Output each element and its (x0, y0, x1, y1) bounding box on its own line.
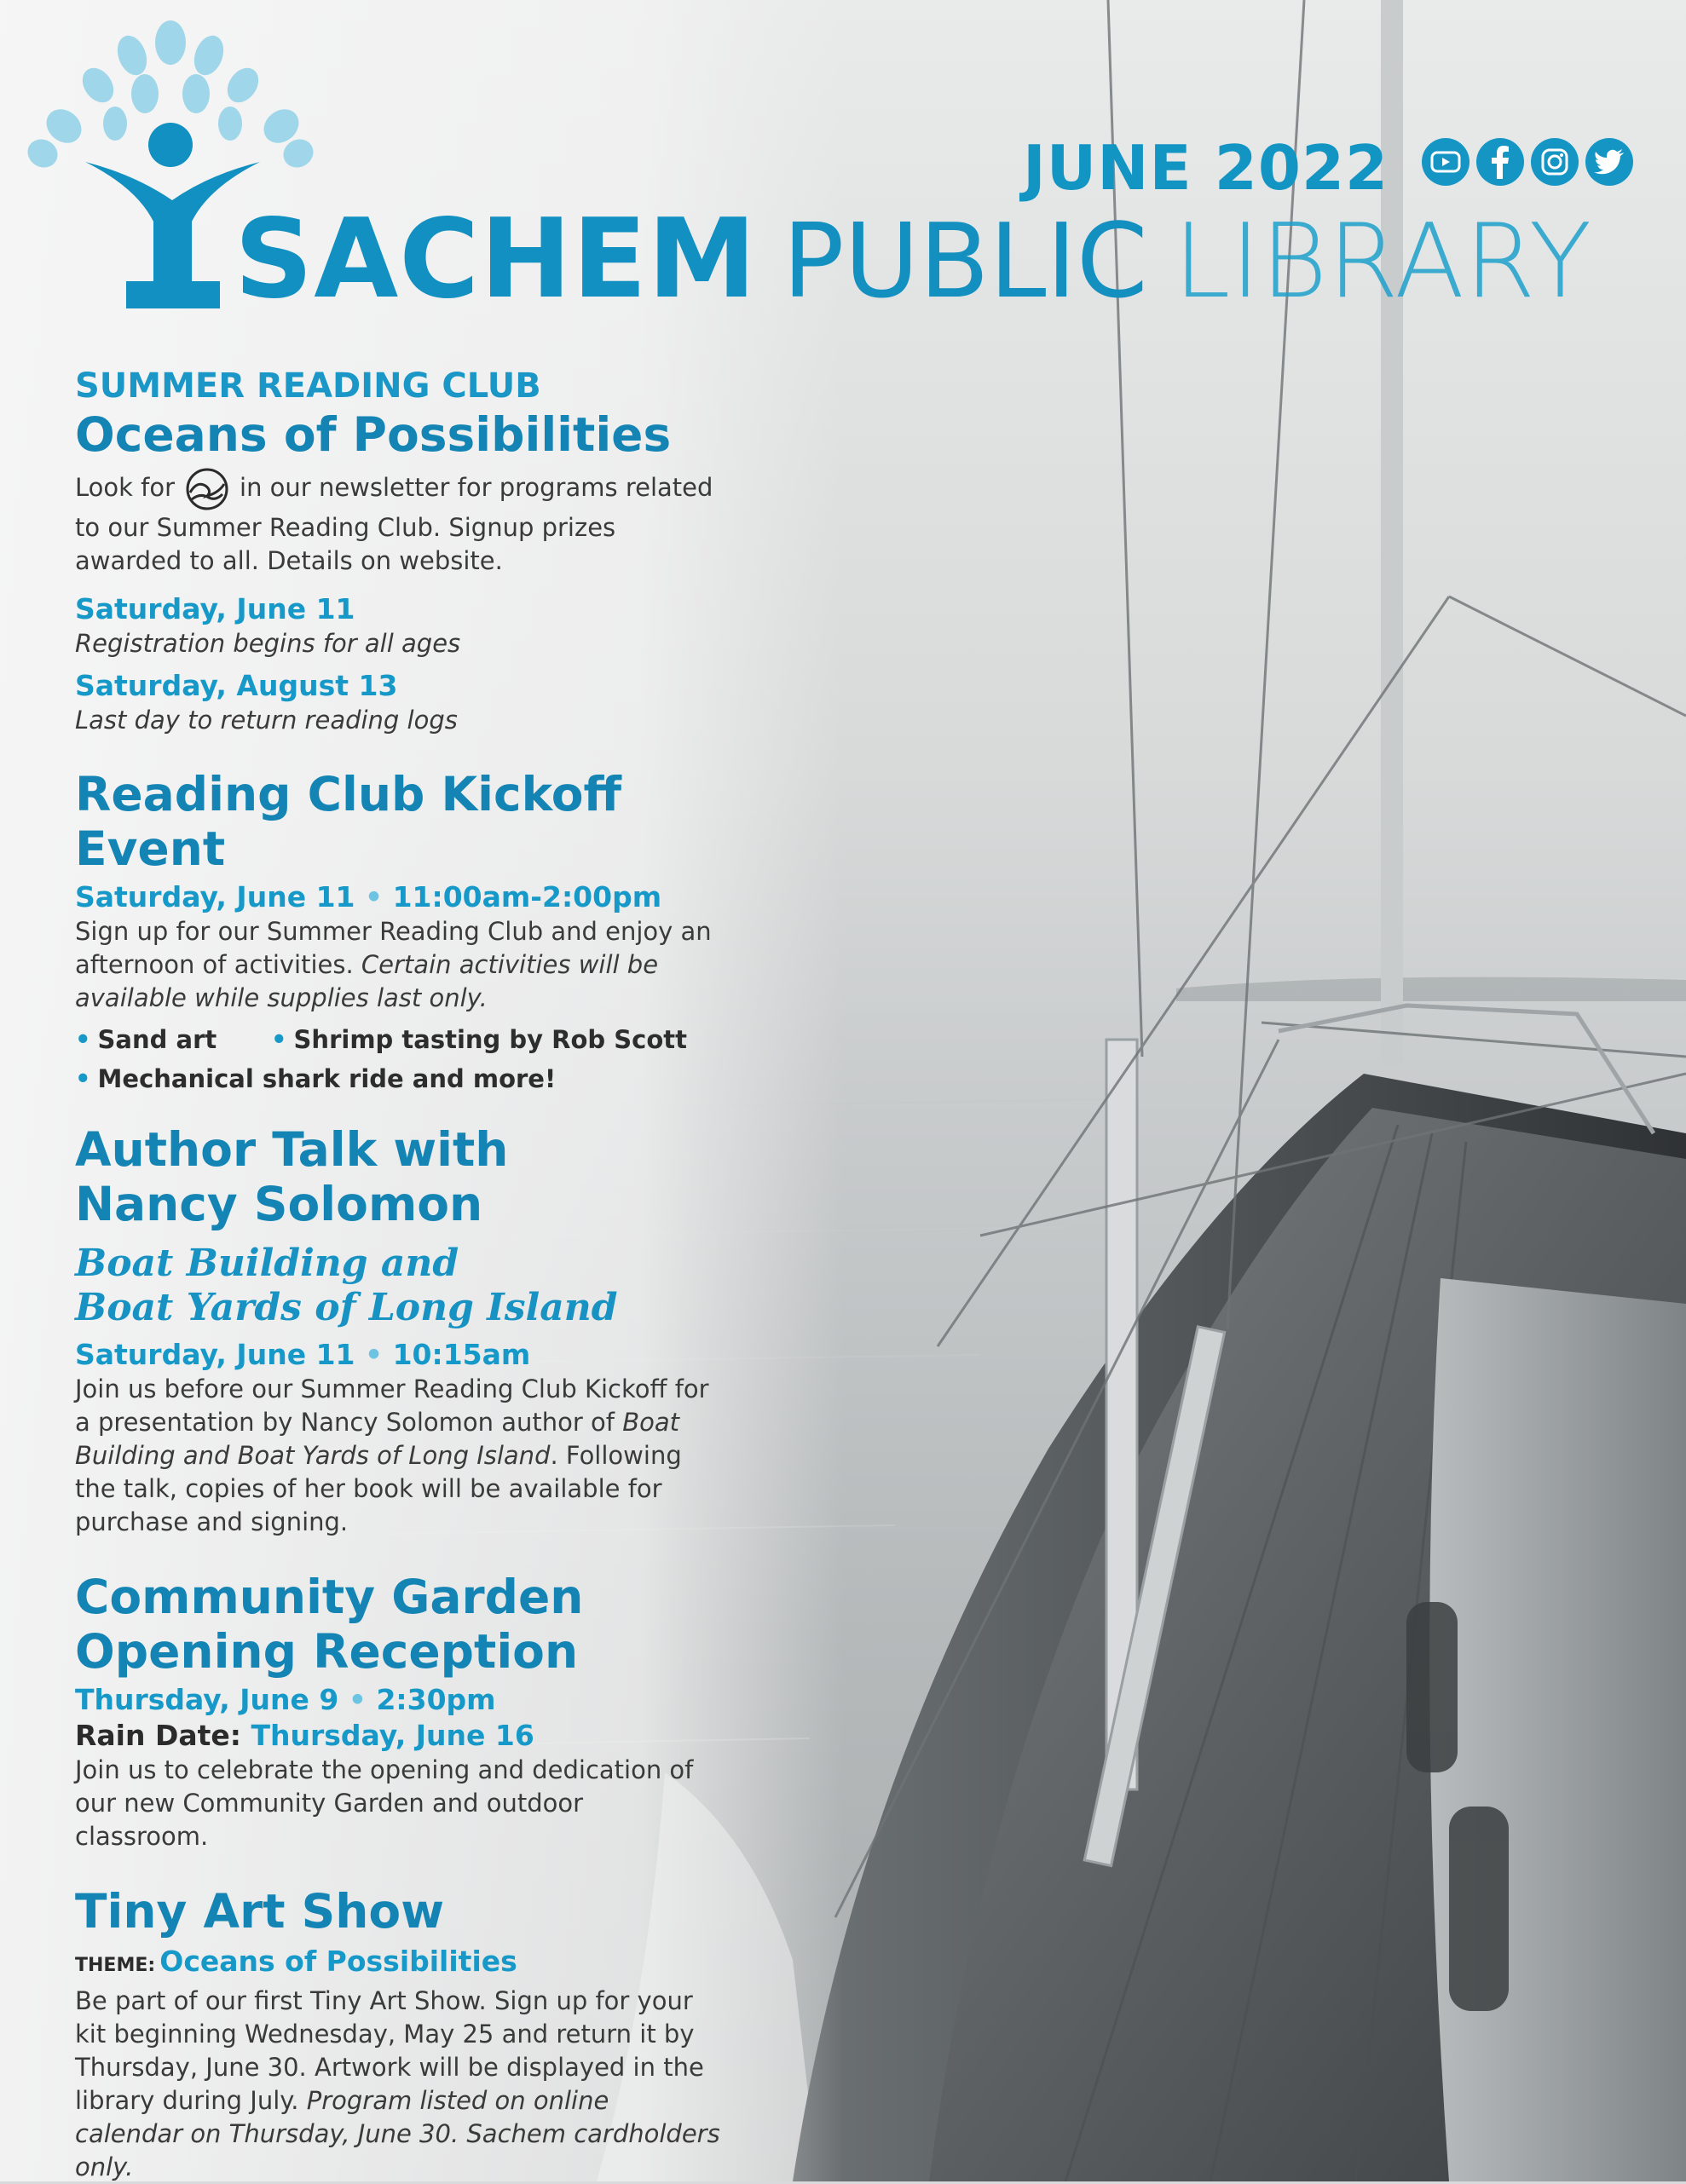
section-body (75, 915, 723, 1015)
event-date: Thursday, June 9 (75, 1683, 339, 1716)
section-title: Tiny Art Show (75, 1884, 445, 1939)
twitter-icon[interactable] (1585, 138, 1633, 186)
list-item: • Sand art (75, 1025, 217, 1054)
section-body: Join us to celebrate the opening and dedication of our new Community Garden and outdoor classroom. (75, 1755, 694, 1851)
body-text-italic: Boat Building and Boat Yards of Long Island (75, 1408, 680, 1470)
event-date: Saturday, June 11 (75, 1338, 355, 1371)
book-title: Boat Building and (75, 1242, 459, 1285)
summer-reading-club-section (75, 365, 723, 736)
theme-label: THEME: (75, 1955, 156, 1976)
rain-date (75, 1718, 723, 1754)
youtube-icon[interactable] (1422, 138, 1469, 186)
list-item-label: Sand art (97, 1025, 217, 1054)
theme-value: Oceans of Possibilities (159, 1945, 517, 1978)
section-body (75, 467, 723, 578)
event-note: Registration begins for all ages (75, 629, 461, 658)
section-label: SUMMER READING CLUB (75, 366, 541, 406)
body-text-italic: Certain activities will be available while supplies last only. (75, 950, 659, 1012)
body-text: Sign up for our Summer Reading Club and enjoy an afternoon of activities. (75, 917, 712, 979)
section-title: Oceans of Possibilities (75, 407, 672, 462)
instagram-icon[interactable] (1531, 138, 1579, 186)
section-title: Community Garden (75, 1570, 584, 1624)
section-title: Opening Reception (75, 1624, 579, 1679)
list-item: • Mechanical shark ride and more! (75, 1064, 557, 1093)
body-text: Be part of our first Tiny Art Show. Sign up for your kit beginning Wednesday, May 25 and return it by Thursday, June 30. Artwork will be displayed in the library during July. (75, 1986, 704, 2115)
body-text-post: in our newsletter for programs related to our Summer Reading Club. Signup prizes awarded to all. Details on website. (75, 473, 713, 575)
event-time: 11:00am-2:00pm (392, 880, 662, 913)
rain-date-label: Rain Date: (75, 1719, 241, 1752)
body-text-italic: Program listed on online calendar on Thursday, June 30. Sachem cardholders only. (75, 2086, 720, 2181)
author-talk-section (75, 1122, 723, 1539)
event-time: 10:15am (392, 1338, 531, 1371)
community-garden-section (75, 1570, 723, 1853)
rain-date-value: Thursday, June 16 (251, 1719, 534, 1752)
list-item-label: Shrimp tasting by Rob Scott (293, 1025, 687, 1054)
event-date: Saturday, June 11 (75, 880, 355, 913)
tiny-art-show-section (75, 1884, 723, 2184)
section-title: Author Talk with (75, 1122, 509, 1177)
brand-library: LIBRARY (1173, 203, 1592, 321)
social-links (1422, 138, 1633, 186)
list-item-label: Mechanical shark ride and more! (97, 1064, 557, 1093)
event-date-time: Thursday, June 9 • 2:30pm (75, 1683, 496, 1716)
section-body (75, 1985, 723, 2184)
body-text-pre: Look for (75, 473, 176, 502)
brand-public: PUBLIC (782, 203, 1148, 321)
body-text: . Following the talk, copies of her book will be available for purchase and signing. (75, 1441, 682, 1536)
section-title: Nancy Solomon (75, 1177, 483, 1231)
list-item: • Shrimp tasting by Rob Scott (271, 1025, 687, 1054)
issue-date: JUNE 2022 (1023, 132, 1389, 204)
facebook-icon[interactable] (1476, 138, 1524, 186)
body-text: Join us before our Summer Reading Club Kickoff for a presentation by Nancy Solomon author of (75, 1374, 709, 1437)
activity-list (75, 1020, 723, 1098)
event-date-time: Saturday, June 11 • 10:15am (75, 1338, 531, 1371)
event-note: Last day to return reading logs (75, 706, 458, 735)
brand-sachem: SACHEM (234, 196, 758, 323)
section-title: Reading Club Kickoff Event (75, 767, 622, 876)
event-date: Saturday, August 13 (75, 669, 398, 702)
library-name (234, 196, 1591, 356)
kickoff-event-section (75, 767, 723, 1098)
section-body (75, 1373, 723, 1539)
event-time: 2:30pm (376, 1683, 496, 1716)
wave-icon (182, 467, 233, 511)
book-title: Boat Yards of Long Island (75, 1286, 618, 1329)
event-date-time: Saturday, June 11 • 11:00am-2:00pm (75, 880, 662, 913)
theme-line (75, 1944, 723, 1985)
newsletter-content (75, 365, 723, 2184)
event-date: Saturday, June 11 (75, 592, 355, 625)
